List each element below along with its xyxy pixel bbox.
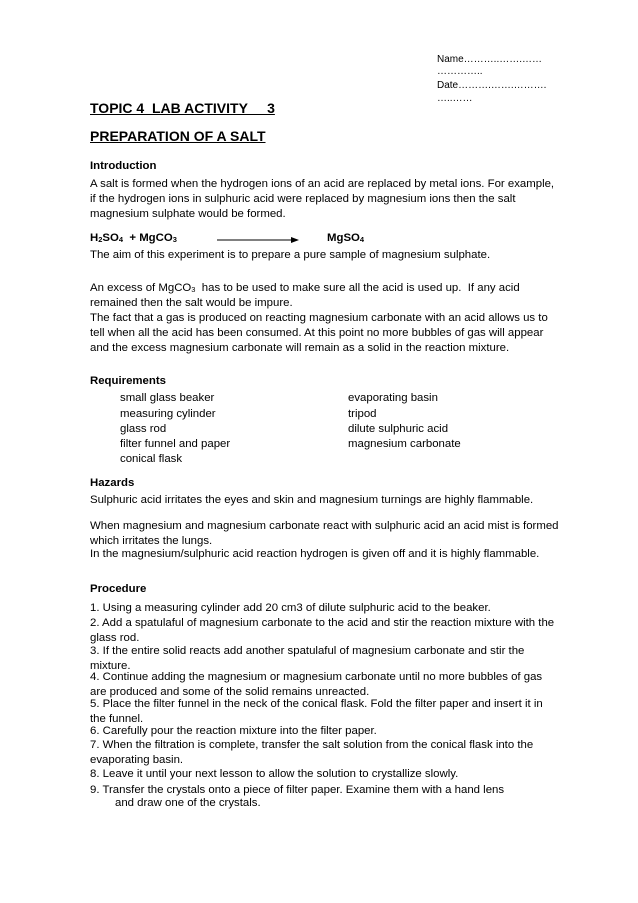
procedure-heading: Procedure [90, 583, 147, 595]
procedure-step: 1. Using a measuring cylinder add 20 cm3 of dilute sulphuric acid to the beaker. [90, 602, 491, 614]
fact-text: The fact that a gas is produced on reacting magnesium carbonate with an acid allows us to tell when all the acid has been consumed. At this point no more bubbles of gas will appear and the excess magnesium carbonate will remain as a solid in the reaction mixture. [90, 312, 548, 354]
date-field-label: Date……….…….………. [437, 80, 547, 91]
requirement-item: conical flask [120, 453, 183, 465]
excess-text [90, 281, 560, 311]
hazards-text-1: Sulphuric acid irritates the eyes and skin and magnesium turnings are highly flammable. [90, 494, 534, 506]
procedure-step: 5. Place the filter funnel in the neck of the conical flask. Fold the filter paper and insert it in the funnel. [90, 698, 543, 725]
aim-text: The aim of this experiment is to prepare a pure sample of magnesium sulphate. [90, 249, 491, 261]
procedure-step: 7. When the filtration is complete, transfer the salt solution from the conical flask into the evaporating basin. [90, 739, 534, 766]
requirement-item: dilute sulphuric acid [348, 423, 449, 435]
introduction-text: A salt is formed when the hydrogen ions of an acid are replaced by metal ions. For example, if the hydrogen ions in sulphuric acid were replaced by magnesium ions then the salt magnesium sulphate would be formed. [90, 178, 555, 220]
product-mgso: MgSO [327, 232, 360, 244]
reactant-h: H [90, 232, 99, 244]
requirement-item: tripod [348, 408, 377, 420]
product-subscript: 4 [359, 235, 365, 244]
procedure-step: 9. Transfer the crystals onto a piece of filter paper. Examine them with a hand lens [90, 784, 505, 796]
procedure-step: 3. If the entire solid reacts add another spatulaful of magnesium carbonate and stir the mixture. [90, 645, 525, 672]
requirement-item: measuring cylinder [120, 408, 216, 420]
date-field-continuation: …..…… [437, 93, 473, 104]
reaction-arrow-icon [217, 236, 299, 244]
requirements-heading: Requirements [90, 375, 166, 387]
reactant-mgco: + MgCO [123, 232, 173, 244]
page-title: TOPIC 4 LAB ACTIVITY 3 [90, 100, 275, 116]
requirement-item: magnesium carbonate [348, 438, 461, 450]
requirement-item: evaporating basin [348, 392, 438, 404]
requirement-item: filter funnel and paper [120, 438, 231, 450]
excess-text-a: An excess of MgCO [90, 282, 192, 294]
hazards-heading: Hazards [90, 477, 135, 489]
procedure-step: 2. Add a spatulaful of magnesium carbonate to the acid and stir the reaction mixture with the glass rod. [90, 617, 555, 644]
hazards-text-2: When magnesium and magnesium carbonate react with sulphuric acid an acid mist is formed which irritates the lungs. [90, 520, 559, 547]
name-field-continuation: ………….. [437, 66, 483, 77]
hazards-text-3: In the magnesium/sulphuric acid reaction hydrogen is given off and it is highly flammable. [90, 548, 540, 560]
equation-reactants [90, 232, 177, 244]
reactant-mgco-subscript: 3 [172, 235, 177, 244]
reactant-h-subscript: 2 [98, 235, 103, 244]
page-subtitle: PREPARATION OF A SALT [90, 128, 266, 144]
equation-product [327, 232, 364, 244]
excess-text-b: has to be used to make sure all the acid is used up. If any acid remained then the salt would be impure. [90, 282, 523, 309]
name-field-label: Name………..…….…… [437, 54, 543, 65]
procedure-step-continuation: and draw one of the crystals. [115, 797, 261, 809]
reactant-so: SO [102, 232, 119, 244]
procedure-step: 4. Continue adding the magnesium or magnesium carbonate until no more bubbles of gas are produced and some of the solid remains unreacted. [90, 671, 543, 698]
procedure-step: 6. Carefully pour the reaction mixture into the filter paper. [90, 725, 377, 737]
requirement-item: glass rod [120, 423, 167, 435]
introduction-heading: Introduction [90, 160, 157, 172]
requirement-item: small glass beaker [120, 392, 215, 404]
reactant-so-subscript: 4 [118, 235, 124, 244]
procedure-step: 8. Leave it until your next lesson to allow the solution to crystallize slowly. [90, 768, 459, 780]
excess-subscript: 3 [191, 285, 196, 294]
